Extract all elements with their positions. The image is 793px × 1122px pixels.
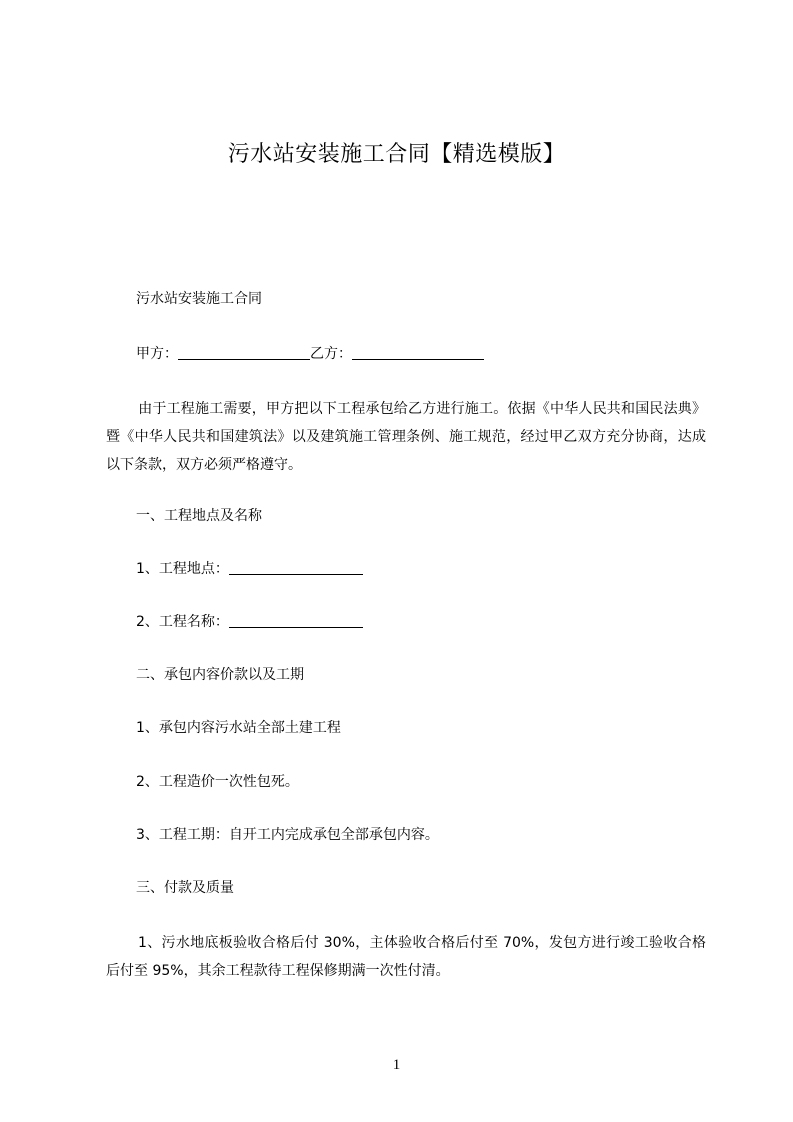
party-b-blank	[352, 345, 484, 360]
scope-item: 1、承包内容污水站全部土建工程	[136, 720, 341, 736]
schedule-item: 3、工程工期：自开工内完成承包全部承包内容。	[136, 827, 439, 843]
price-item: 2、工程造价一次性包死。	[136, 774, 299, 790]
party-b-label: 乙方：	[310, 346, 352, 362]
party-line	[136, 340, 484, 368]
document-title: 污水站安装施工合同【精选模版】	[227, 142, 566, 167]
project-name-label: 2、工程名称：	[136, 614, 229, 630]
contract-subtitle: 污水站安装施工合同	[136, 291, 262, 307]
party-a-label: 甲方：	[136, 346, 178, 362]
section3-heading: 三、付款及质量	[136, 880, 234, 896]
party-a-blank	[178, 345, 310, 360]
page-number: 1	[392, 1057, 401, 1073]
location-label: 1、工程地点：	[136, 561, 229, 577]
section1-heading: 一、工程地点及名称	[136, 508, 262, 524]
project-name-blank	[229, 613, 363, 628]
payment-text: 1、污水地底板验收合格后付 30%，主体验收合格后付至 70%，发包方进行竣工验收合格后付至 95%，其余工程款待工程保修期满一次性付清。	[106, 935, 706, 979]
project-name-line	[136, 608, 363, 636]
section2-heading: 二、承包内容价款以及工期	[136, 667, 304, 683]
location-blank	[229, 560, 363, 575]
intro-paragraph	[106, 395, 706, 479]
intro-text: 由于工程施工需要，甲方把以下工程承包给乙方进行施工。依据《中华人民共和国民法典》暨《中华人民共和国建筑法》以及建筑施工管理条例、施工规范，经过甲乙双方充分协商，达成以下条款，双方必须严格遵守。	[106, 401, 706, 473]
location-line	[136, 555, 363, 583]
payment-paragraph	[106, 929, 706, 985]
